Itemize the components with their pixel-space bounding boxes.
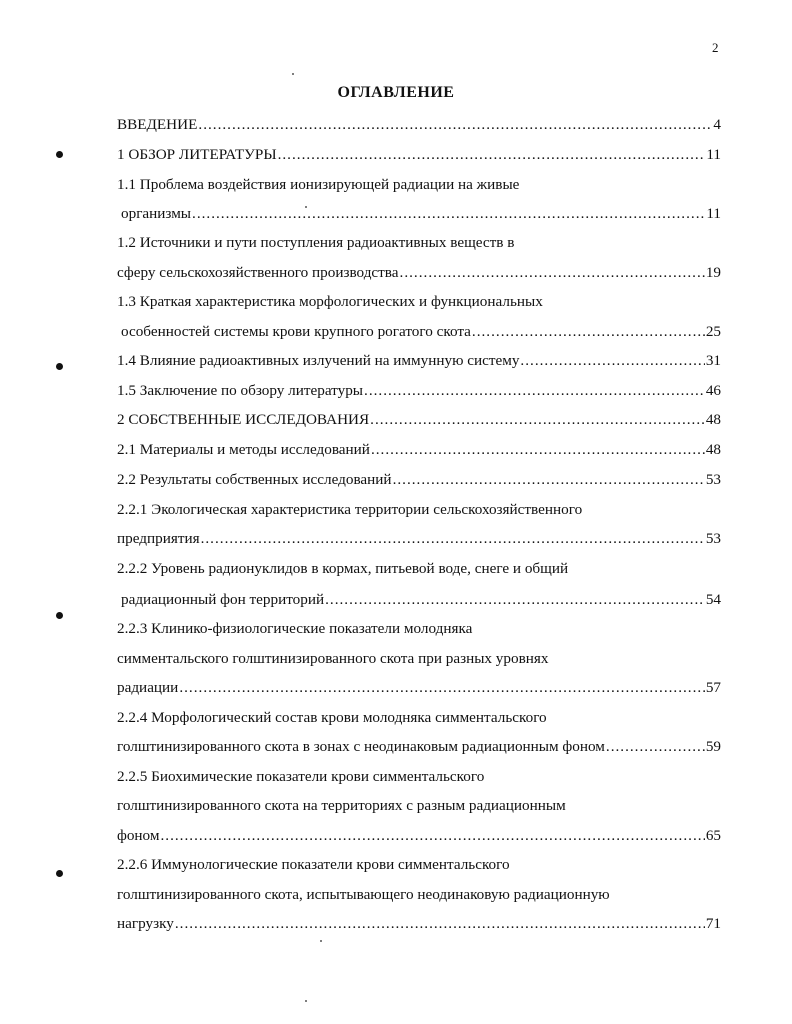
toc-entry-page: 11 — [706, 205, 721, 222]
toc-entry-page: 48 — [705, 441, 721, 458]
toc-entry-2-1[interactable] — [117, 440, 721, 460]
toc-entry-2-2-3-line2[interactable]: симментальского голштинизированного скота при разных уровнях — [117, 650, 549, 667]
dot-leader — [393, 470, 705, 490]
scan-speck — [320, 940, 322, 942]
toc-entry-page: 65 — [705, 827, 721, 844]
toc-title: ОГЛАВЛЕНИЕ — [337, 84, 455, 101]
dot-leader — [278, 145, 706, 165]
dot-leader — [472, 322, 705, 342]
toc-entry-2-2-1-line1[interactable]: 2.2.1 Экологическая характеристика территории сельскохозяйственного — [117, 501, 583, 518]
dot-leader — [606, 737, 705, 757]
toc-entry-2-2-2[interactable] — [117, 590, 721, 610]
dot-leader — [175, 914, 705, 934]
toc-entry-page: 31 — [705, 352, 721, 369]
toc-entry-page: 53 — [705, 471, 721, 488]
toc-entry-2-2-6-line2[interactable]: голштинизированного скота, испытывающего неодинаковую радиационную — [117, 886, 610, 903]
scan-speck — [305, 1000, 307, 1002]
toc-entry-text: 2 СОБСТВЕННЫЕ ИССЛЕДОВАНИЯ — [117, 411, 370, 428]
toc-entry-text: 1.5 Заключение по обзору литературы — [117, 382, 364, 399]
toc-entry-text: 1.4 Влияние радиоактивных излучений на иммунную систему — [117, 352, 520, 369]
toc-entry-text: 2.1 Материалы и методы исследований — [117, 441, 370, 458]
toc-entry-2-2-5[interactable] — [117, 826, 721, 846]
scan-speck — [292, 73, 294, 75]
toc-entry-page: 71 — [705, 915, 721, 932]
toc-entry-literature-review[interactable] — [117, 145, 721, 165]
toc-entry-1-3[interactable] — [117, 322, 721, 342]
toc-entry-page: 4 — [713, 116, 721, 133]
toc-entry-text: организмы — [121, 205, 192, 222]
toc-entry-page: 53 — [705, 530, 721, 547]
toc-entry-1-4[interactable] — [117, 351, 721, 371]
dot-leader — [325, 590, 705, 610]
toc-entry-page: 11 — [706, 146, 721, 163]
toc-entry-text: радиации — [117, 679, 179, 696]
toc-entry-1-5[interactable] — [117, 381, 721, 401]
page-number: 2 — [712, 40, 719, 55]
toc-entry-text: 2.2 Результаты собственных исследований — [117, 471, 392, 488]
margin-bullet — [56, 151, 63, 158]
toc-entry-2-2-6[interactable] — [117, 914, 721, 934]
dot-leader — [192, 204, 705, 224]
margin-bullet — [56, 870, 63, 877]
dot-leader — [364, 381, 705, 401]
dot-leader — [198, 115, 712, 135]
margin-bullet — [56, 612, 63, 619]
toc-entry-text: 1 ОБЗОР ЛИТЕРАТУРЫ — [117, 146, 277, 163]
dot-leader — [370, 410, 705, 430]
toc-entry-2-2-5-line2[interactable]: голштинизированного скота на территориях с разным радиационным — [117, 797, 566, 814]
toc-entry-text: особенностей системы крови крупного рогатого скота — [121, 323, 471, 340]
toc-entry-2-2-3-line1[interactable]: 2.2.3 Клинико-физиологические показатели молодняка — [117, 620, 473, 637]
toc-entry-1-1[interactable] — [117, 204, 721, 224]
toc-entry-page: 57 — [705, 679, 721, 696]
toc-entry-2-2-4-line1[interactable]: 2.2.4 Морфологический состав крови молодняка симментальского — [117, 709, 547, 726]
toc-entry-page: 54 — [705, 591, 721, 608]
dot-leader — [400, 263, 705, 283]
dot-leader — [179, 678, 704, 698]
toc-entry-page: 19 — [705, 264, 721, 281]
dot-leader — [371, 440, 705, 460]
toc-entry-1-2[interactable] — [117, 263, 721, 283]
toc-entry-text: нагрузку — [117, 915, 174, 932]
toc-entry-page: 46 — [705, 382, 721, 399]
toc-entry-page: 25 — [705, 323, 721, 340]
toc-entry-text: фоном — [117, 827, 160, 844]
toc-entry-2-2-5-line1[interactable]: 2.2.5 Биохимические показатели крови симментальского — [117, 768, 485, 785]
dot-leader — [201, 529, 705, 549]
toc-entry-text: предприятия — [117, 530, 200, 547]
toc-entry-1-3-line1[interactable]: 1.3 Краткая характеристика морфологических и функциональных — [117, 293, 543, 310]
toc-entry-text: сферу сельскохозяйственного производства — [117, 264, 399, 281]
toc-entry-2-2[interactable] — [117, 470, 721, 490]
toc-entry-1-1-line1[interactable]: 1.1 Проблема воздействия ионизирующей радиации на живые — [117, 176, 520, 193]
toc-entry-1-2-line1[interactable]: 1.2 Источники и пути поступления радиоактивных веществ в — [117, 234, 515, 251]
toc-entry-text: ВВЕДЕНИЕ — [117, 116, 198, 133]
dot-leader — [160, 826, 704, 846]
toc-entry-2-2-6-line1[interactable]: 2.2.6 Иммунологические показатели крови симментальского — [117, 856, 510, 873]
margin-bullet — [56, 363, 63, 370]
toc-entry-introduction[interactable] — [117, 115, 721, 135]
toc-entry-page: 59 — [705, 738, 721, 755]
toc-entry-text: радиационный фон территорий — [121, 591, 325, 608]
toc-entry-2-2-3[interactable] — [117, 678, 721, 698]
toc-entry-2-2-4[interactable] — [117, 737, 721, 757]
toc-entry-page: 48 — [705, 411, 721, 428]
toc-entry-2-2-1[interactable] — [117, 529, 721, 549]
dot-leader — [520, 351, 704, 371]
toc-entry-2-2-2-line1[interactable]: 2.2.2 Уровень радионуклидов в кормах, питьевой воде, снеге и общий — [117, 560, 569, 577]
toc-entry-text: голштинизированного скота в зонах с неодинаковым радиационным фоном — [117, 738, 605, 755]
toc-entry-own-research[interactable] — [117, 410, 721, 430]
